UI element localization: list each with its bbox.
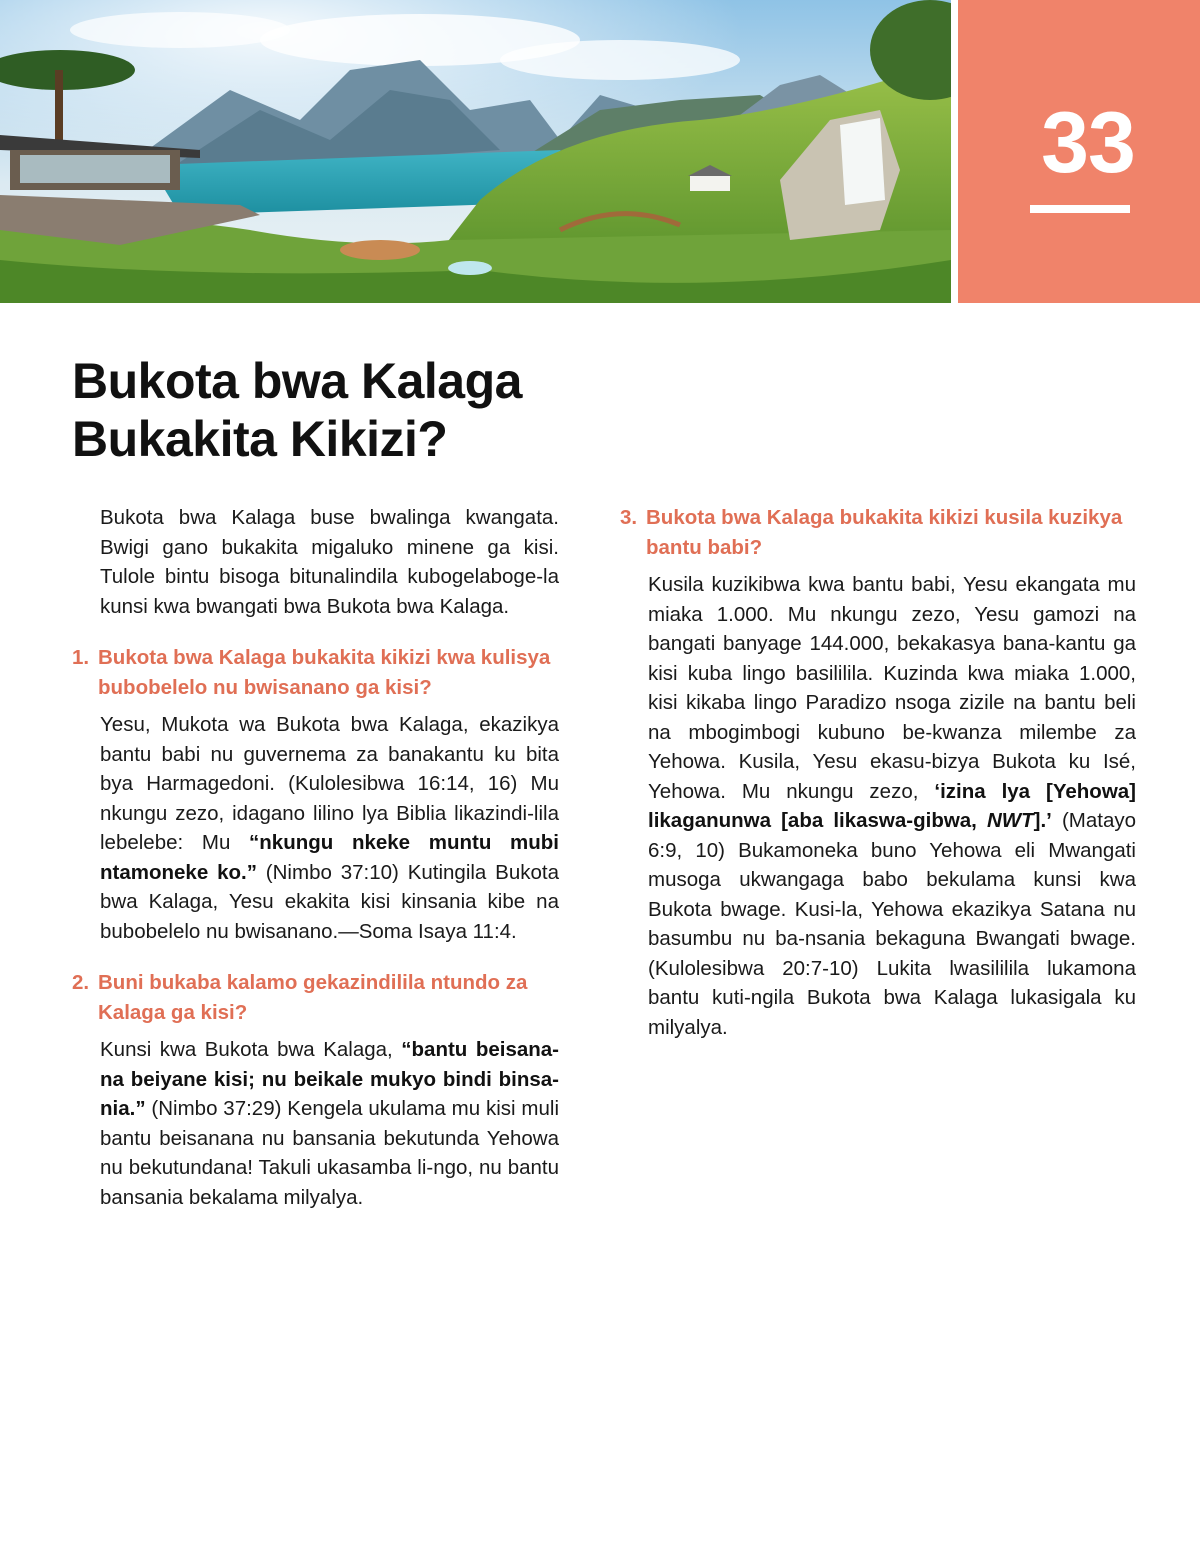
lesson-number: 33 [1041, 95, 1135, 191]
intro-paragraph: Bukota bwa Kalaga buse bwalinga kwangata. Bwigi gano bukakita migaluko minene ga kisi. Tulole bintu bisoga bitunalindila kubogelaboge-la kunsi kwa bwangati bwa Bukota bwa Kalaga. [100, 506, 559, 618]
question-2-text: Buni bukaba kalamo gekazindilila ntundo za Kalaga ga kisi? [98, 971, 528, 1024]
answer-2-text-a: Kunsi kwa Bukota bwa Kalaga, [100, 1038, 402, 1061]
question-1-number: 1. [72, 646, 90, 669]
page-title-line2: Bukakita Kikizi? [72, 411, 448, 467]
answer-3-text-a: Kusila kuzikibwa kwa bantu babi, Yesu ekangata mu miaka 1.000. Mu nkungu zezo, Yesu gamozi na bangati banyage 144.000, bekakasya bana-kantu ga kisi kuba lingo basilililа. Kuzinda kwa miaka 1.000, kisi kikaba lingo Paradizo nsoga zizile na bantu beli na mbogimbogi kubuno be-kwanza milembe za Yehowa. Kusila, Yesu ekasu-bizya Bukota ku Isé, Yehowa. Mu nkungu zezo, [648, 573, 1136, 803]
question-2-number: 2. [72, 971, 90, 994]
answer-2-text-b: (Nimbo 37:29) Kengela ukulama mu kisi muli bantu beisanana nu bansania bekutunda Yehowa nu bekutundana! Takuli ukasamba li-ngo, nu bantu bansania bekalama milyalya. [100, 1097, 559, 1209]
page-title-line1: Bukota bwa Kalaga [72, 353, 522, 409]
paradise-landscape-illustration [0, 0, 951, 303]
question-2 [72, 968, 559, 1027]
answer-1-text-b: (Nimbo 37:10) Kutingila Bukota bwa Kalaga, Yesu ekakita kisi kinsania kibe na bubobelelo nu bwisanano.—Soma Isaya 11:4. [100, 860, 559, 943]
left-column [72, 503, 559, 1212]
question-1-text: Bukota bwa Kalaga bukakita kikizi kwa kulisya bubobelelo nu bwisanano ga kisi? [98, 646, 551, 699]
question-3 [620, 503, 1136, 562]
answer-1 [72, 710, 559, 946]
lesson-number-box [958, 0, 1200, 303]
answer-3-text-b: (Matayo 6:9, 10) Bukamoneka buno Yehowa eli Mwangati musoga ukwangaga babo bekulama kunsi kwa Bukota bwage. Kusi-la, Yehowa ekazikya Satana nu basumbu nu ba-nsania bekaguna Bwangati bwage. (Kulolesibwa 20:7-10) Lukita lwasilililа lukamona bantu kuti-ngila Bukota bwa Kalaga lukasigala ku milyalya. [648, 809, 1137, 1039]
answer-2-bold-quote: “bantu beisana-na beiyane kisi; nu beikale mukyo bindi binsa-nia.” [100, 1038, 559, 1120]
answer-2 [72, 1035, 559, 1212]
answer-3-bold-quote-end: ].’ [1033, 809, 1052, 832]
answer-1-text-a: Yesu, Mukota wa Bukota bwa Kalaga, ekazikya bantu babi nu guvernema za banakantu ku bita bya Harmagedoni. (Kulolesibwa 16:14, 16) Mu nkungu zezo, idagano lilino lya Biblia likazindi-lila lebelebe: Mu [100, 713, 559, 854]
hero-image [0, 0, 951, 303]
answer-3-bold-quote-italic: NWT [986, 809, 1034, 832]
page-title [72, 352, 522, 468]
answer-3 [620, 570, 1136, 1042]
answer-1-bold-quote: “nkungu nkeke muntu mubi ntamoneke ko.” [100, 831, 559, 884]
right-column [620, 503, 1136, 1042]
question-3-text: Bukota bwa Kalaga bukakita kikizi kusila kuzikya bantu babi? [646, 506, 1123, 559]
answer-3-bold-quote-start: ‘izina lya [Yehowa] likaganunwa [aba likaswa-gibwa, [648, 779, 1136, 832]
question-1 [72, 643, 559, 702]
question-3-number: 3. [620, 506, 638, 529]
lesson-number-underline [1030, 205, 1130, 213]
